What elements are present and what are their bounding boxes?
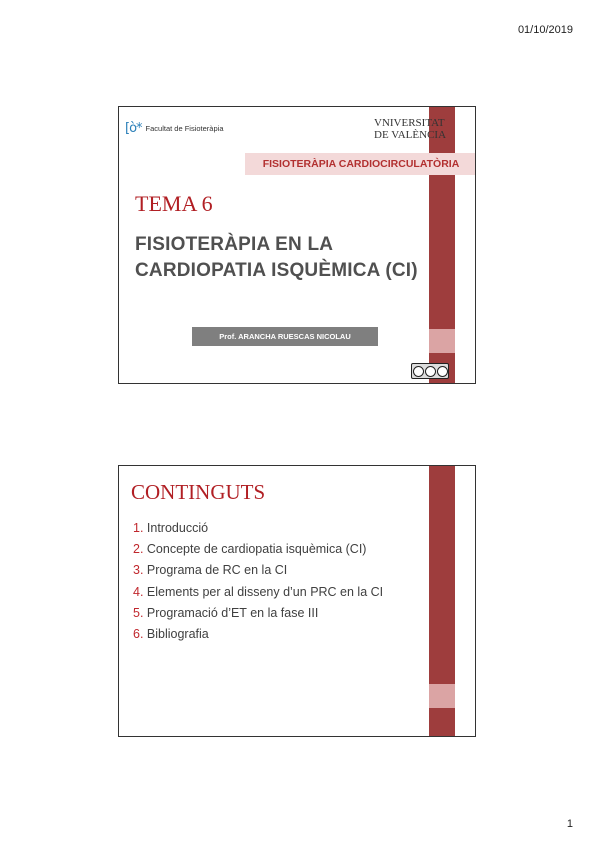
slide-main-title-line2: CARDIOPATIA ISQUÈMICA (CI) — [135, 260, 418, 281]
professor-label: Prof. ARANCHA RUESCAS NICOLAU — [192, 327, 378, 346]
list-item: 4. Elements per al disseny d’un PRC en la CI — [133, 584, 384, 599]
list-item: 2. Concepte de cardiopatia isquèmica (CI) — [133, 542, 367, 557]
slide-side-stripe-accent — [429, 329, 455, 353]
contents-title: CONTINGUTS — [131, 480, 266, 504]
topic-number: TEMA 6 — [135, 191, 213, 216]
subject-banner: FISIOTERÀPIA CARDIOCIRCULATÒRIA — [245, 153, 476, 175]
slide-main-title-line1: FISIOTERÀPIA EN LA — [135, 234, 334, 255]
header-date: 01/10/2019 — [517, 24, 573, 36]
list-item: 5. Programació d’ET en la fase III — [133, 605, 319, 620]
page-number: 1 — [566, 818, 573, 830]
slide-title — [118, 106, 476, 384]
university-logo-line2: DE VALÈNCIA — [374, 129, 447, 141]
slide-contents — [118, 465, 476, 737]
university-logo-line1: VNIVERSITAT — [374, 117, 445, 129]
slide-main-title — [135, 232, 435, 284]
list-item: 1. Introducció — [133, 521, 209, 535]
list-item: 3. Programa de RC en la CI — [133, 563, 288, 578]
creative-commons-icon — [411, 363, 449, 379]
university-logo — [374, 117, 446, 141]
list-item: 6. Bibliografia — [133, 627, 209, 642]
slide-side-stripe-accent — [429, 684, 455, 708]
faculty-logo-icon: [ò* — [125, 121, 142, 136]
contents-list — [133, 518, 383, 645]
slide-side-stripe — [429, 466, 455, 736]
faculty-logo-text: Facultat de Fisioteràpia — [145, 124, 224, 133]
faculty-logo — [125, 121, 224, 136]
